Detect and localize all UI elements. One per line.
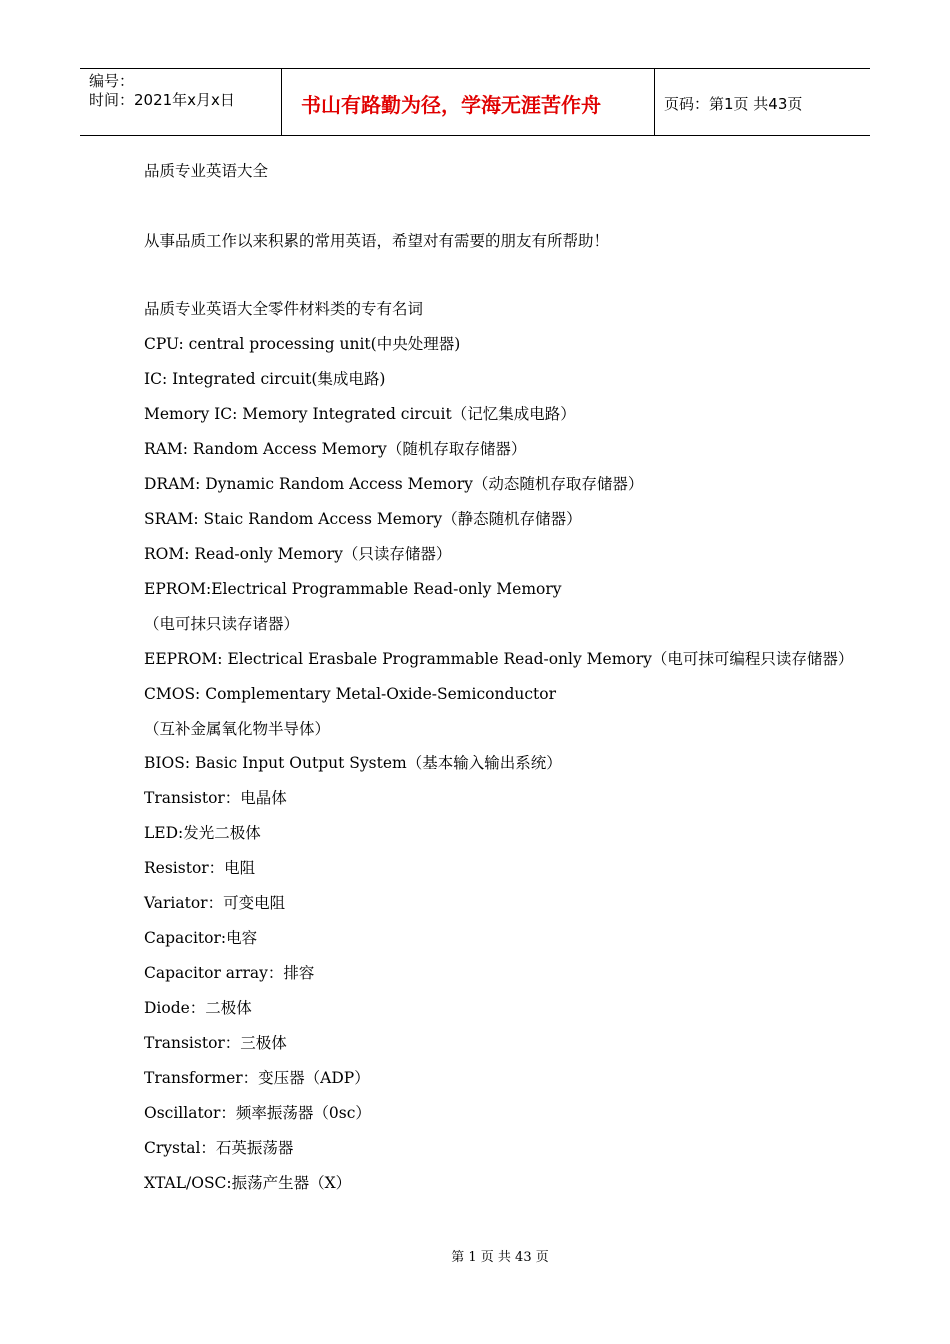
term-line: Transformer：变压器（ADP） bbox=[144, 1069, 370, 1087]
term-line: （互补金属氧化物半导体） bbox=[144, 720, 331, 738]
term-line: DRAM: Dynamic Random Access Memory（动态随机存取存储器） bbox=[144, 475, 644, 493]
term-line: Variator：可变电阻 bbox=[144, 894, 286, 912]
term-line: XTAL/OSC:振荡产生器（X） bbox=[144, 1174, 352, 1192]
page-header bbox=[80, 68, 870, 136]
header-meta-cell bbox=[80, 69, 282, 135]
term-line: EPROM:Electrical Programmable Read-only Memory bbox=[144, 580, 562, 598]
term-line: BIOS: Basic Input Output System（基本输入输出系统） bbox=[144, 754, 562, 772]
header-page-cell bbox=[654, 69, 870, 135]
serial-number-label: 编号： bbox=[89, 72, 135, 90]
header-page-info: 页码：第1页 共43页 bbox=[664, 95, 803, 113]
document-title: 品质专业英语大全 bbox=[144, 162, 269, 180]
term-line: Oscillator：频率振荡器（0sc） bbox=[144, 1104, 371, 1122]
section-heading: 品质专业英语大全零件材料类的专有名词 bbox=[144, 300, 424, 318]
term-line: Resistor：电阻 bbox=[144, 859, 256, 877]
term-line: Transistor：三极体 bbox=[144, 1034, 287, 1052]
term-line: Memory IC: Memory Integrated circuit（记忆集成电路） bbox=[144, 405, 576, 423]
page-footer: 第 1 页 共 43 页 bbox=[451, 1250, 549, 1265]
document-intro: 从事品质工作以来积累的常用英语，希望对有需要的朋友有所帮助！ bbox=[144, 232, 610, 250]
term-line: CPU: central processing unit(中央处理器) bbox=[144, 335, 461, 353]
date-line: 时间：2021年x月x日 bbox=[89, 91, 235, 109]
term-line: Diode：二极体 bbox=[144, 999, 252, 1017]
term-line: IC: Integrated circuit(集成电路) bbox=[144, 370, 386, 388]
header-motto-cell bbox=[281, 69, 655, 135]
term-line: Crystal：石英振荡器 bbox=[144, 1139, 294, 1157]
term-line: SRAM: Staic Random Access Memory（静态随机存储器） bbox=[144, 510, 582, 528]
header-motto: 书山有路勤为径，学海无涯苦作舟 bbox=[301, 93, 601, 117]
term-line: （电可抹只读存诸器） bbox=[144, 615, 300, 633]
term-line: LED:发光二极体 bbox=[144, 824, 261, 842]
term-line: CMOS: Complementary Metal-Oxide-Semiconductor bbox=[144, 685, 557, 703]
term-line: Capacitor array：排容 bbox=[144, 964, 315, 982]
term-line: ROM: Read-only Memory（只读存储器） bbox=[144, 545, 452, 563]
term-line: Transistor：电晶体 bbox=[144, 789, 287, 807]
term-line: EEPROM: Electrical Erasbale Programmable Read-only Memory（电可抹可编程只读存储器） bbox=[144, 650, 854, 668]
term-line: Capacitor:电容 bbox=[144, 929, 258, 947]
term-line: RAM: Random Access Memory（随机存取存储器） bbox=[144, 440, 527, 458]
